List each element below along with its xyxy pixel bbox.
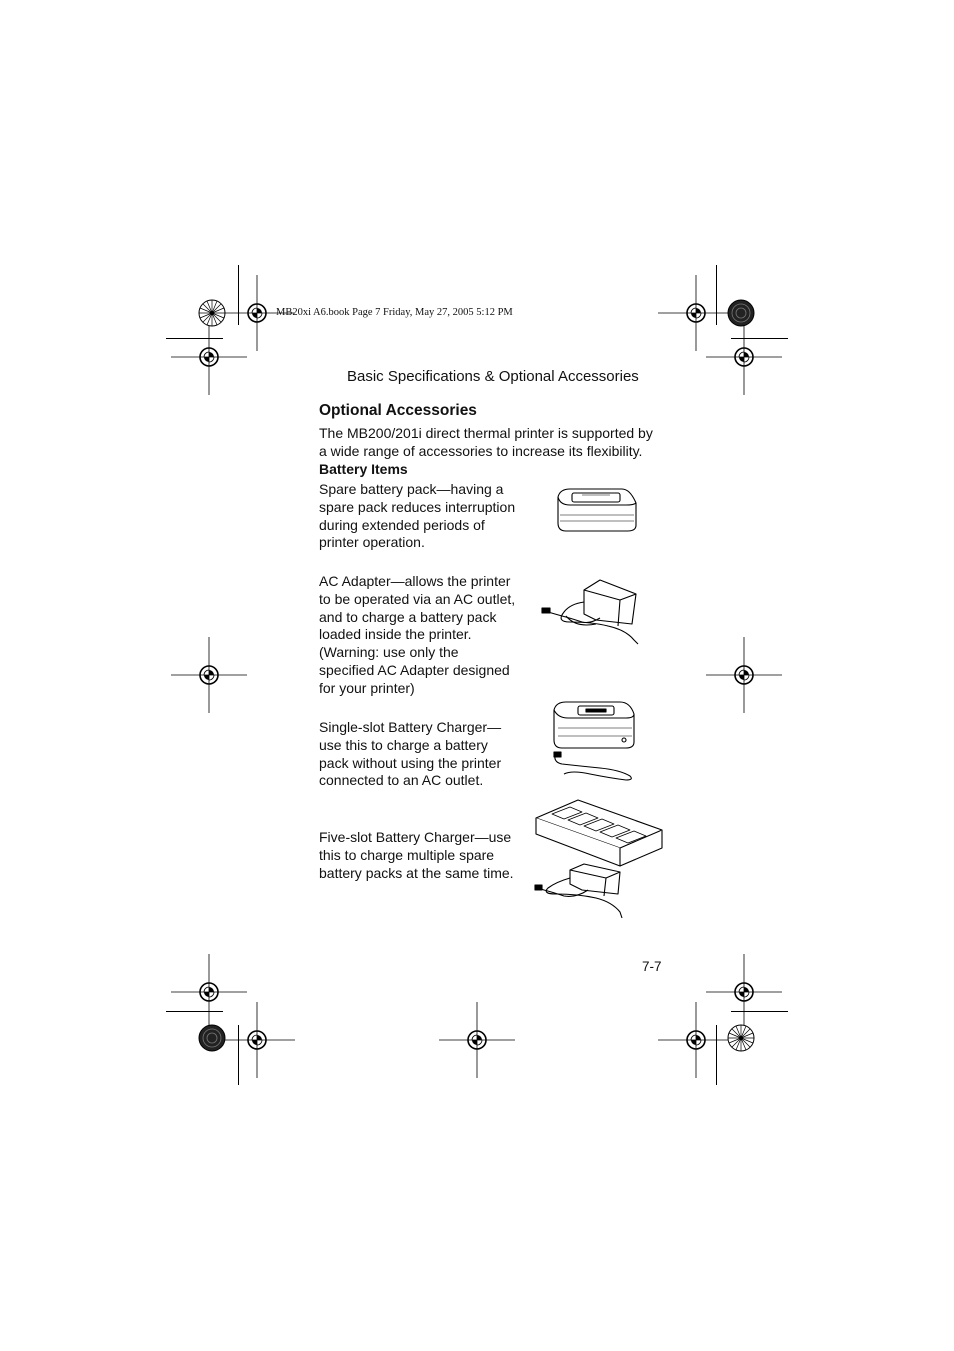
section-title: Optional Accessories [319, 402, 477, 419]
item-ac-adapter-text: AC Adapter—allows the printer to be operated via an AC outlet, and to charge a battery pack loaded inside the printer. (Warning: use only the specified AC Adapter designed for your printer) [319, 573, 516, 696]
running-header: Basic Specifications & Optional Accessories [347, 368, 639, 385]
item-single-slot-charger-text: Single-slot Battery Charger— use this to charge a battery pack without using the printer connected to an AC outlet. [319, 719, 502, 789]
subsection-title: Battery Items [319, 461, 408, 477]
intro-paragraph: The MB200/201i direct thermal printer is supported by a wide range of accessories to increase its flexibility. [319, 425, 653, 459]
ac-adapter-icon [540, 578, 645, 646]
item-spare-battery-text: Spare battery pack—having a spare pack reduces interruption during extended periods of printer operation. [319, 481, 516, 551]
single-slot-charger-icon [550, 700, 642, 785]
battery-pack-icon [552, 485, 644, 537]
item-five-slot-charger-text: Five-slot Battery Charger—use this to charge multiple spare battery packs at the same time. [319, 829, 514, 881]
print-slug: MB20xi A6.book Page 7 Friday, May 27, 2005 5:12 PM [276, 307, 513, 318]
five-slot-charger-icon [534, 798, 664, 920]
page-number: 7-7 [642, 959, 662, 974]
